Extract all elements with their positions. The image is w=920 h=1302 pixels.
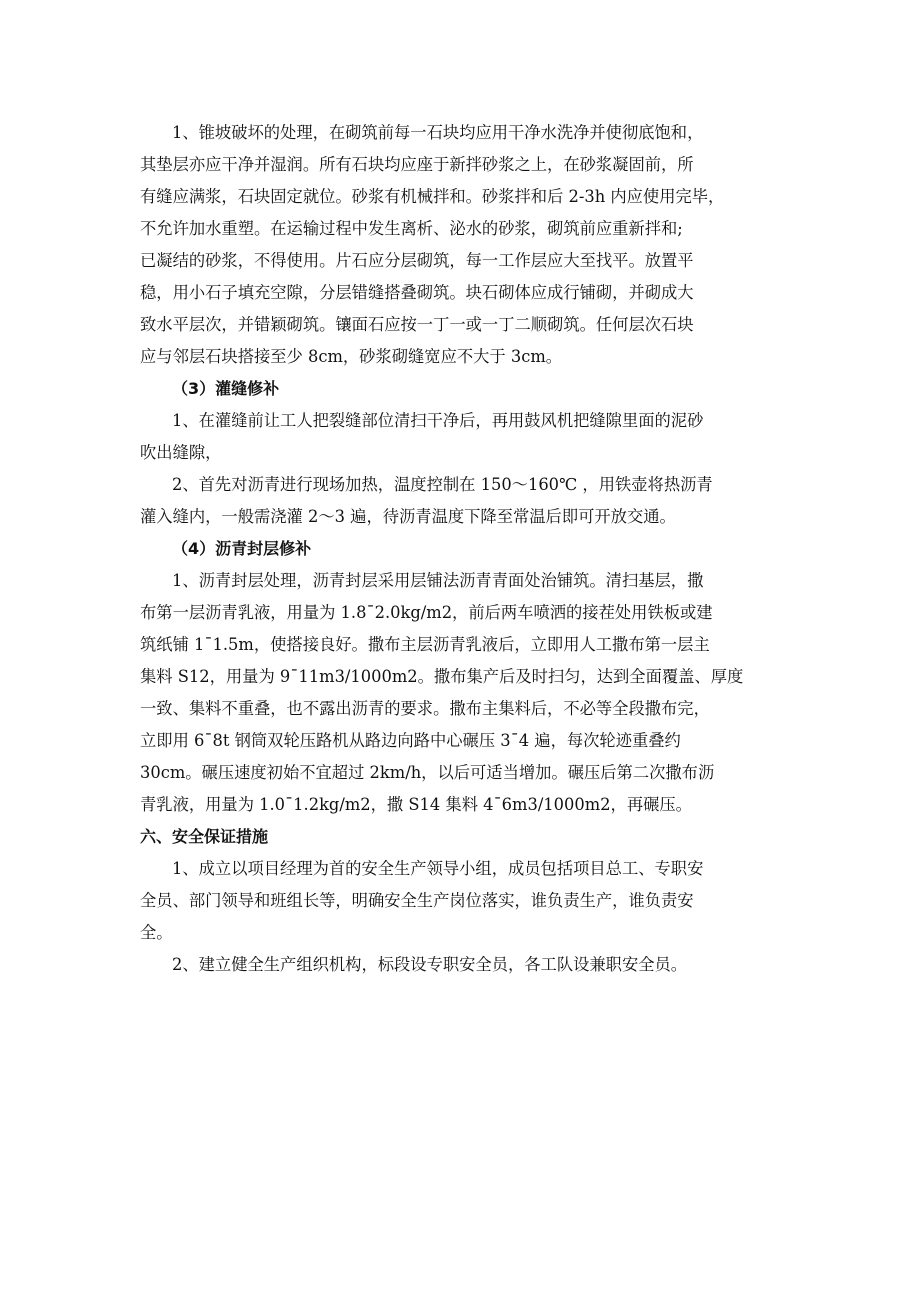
text-line: 青乳液，用量为 1.0¯1.2kg/m2，撒 S14 集料 4¯6m3/1000m2，再碾压。 <box>140 795 692 814</box>
text-line: 吹出缝隙， <box>140 443 222 462</box>
paragraph-safety-team <box>140 853 788 949</box>
text-line: 有缝应满浆，石块固定就位。砂浆有机械拌和。砂浆拌和后 2-3h 内应使用完毕， <box>140 187 725 206</box>
heading-crack-filling: （3）灌缝修补 <box>172 379 280 398</box>
text-line: 1、锥坡破坏的处理，在砌筑前每一石块均应用干净水洗净并使彻底饱和， <box>172 123 704 142</box>
text-line: 一致、集料不重叠，也不露出沥青的要求。撒布主集料后，不必等全段撒布完， <box>140 699 710 718</box>
text-line: 致水平层次，并错颖砌筑。镶面石应按一丁一或一丁二顺砌筑。任何层次石块 <box>140 315 694 334</box>
paragraph-safety-organization <box>140 949 788 981</box>
paragraph-seal-treatment <box>140 565 788 821</box>
text-line: 全。 <box>140 923 173 942</box>
text-line: 灌入缝内，一般需浇灌 2～3 遍，待沥青温度下降至常温后即可开放交通。 <box>140 507 676 526</box>
text-line: 筑纸铺 1¯1.5m，使搭接良好。撒布主层沥青乳液后，立即用人工撒布第一层主 <box>140 635 710 654</box>
text-line: 1、在灌缝前让工人把裂缝部位清扫干净后，再用鼓风机把缝隙里面的泥砂 <box>172 411 704 430</box>
paragraph-asphalt-heating <box>140 469 788 533</box>
text-line: 30cm。碾压速度初始不宜超过 2km/h，以后可适当增加。碾压后第二次撒布沥 <box>140 763 715 782</box>
text-line: 1、沥青封层处理，沥青封层采用层铺法沥青青面处治铺筑。清扫基层，撒 <box>172 571 704 590</box>
text-line: 2、建立健全生产组织机构，标段设专职安全员，各工队设兼职安全员。 <box>172 955 688 974</box>
text-line: 布第一层沥青乳液，用量为 1.8¯2.0kg/m2，前后两车喷洒的接茬处用铁板或建 <box>140 603 713 622</box>
text-line: 立即用 6¯8t 钢筒双轮压路机从路边向路中心碾压 3¯4 遍，每次轮迹重叠约 <box>140 731 681 750</box>
document-page <box>140 117 788 981</box>
text-line: 已凝结的砂浆，不得使用。片石应分层砌筑，每一工作层应大至找平。放置平 <box>140 251 694 270</box>
text-line: 不允许加水重塑。在运输过程中发生离析、泌水的砂浆，砌筑前应重新拌和; <box>140 219 683 238</box>
text-line: 全员、部门领导和班组长等，明确安全生产岗位落实，谁负责生产，谁负责安 <box>140 891 694 910</box>
paragraph-cone-slope-repair <box>140 117 788 373</box>
text-line: 稳，用小石子填充空隙，分层错缝搭叠砌筑。块石砌体应成行铺砌，并砌成大 <box>140 283 694 302</box>
text-line: 集料 S12，用量为 9¯11m3/1000m2。撒布集产后及时扫匀，达到全面覆盖、厚度 <box>140 667 744 686</box>
text-line: 1、成立以项目经理为首的安全生产领导小组，成员包括项目总工、专职安 <box>172 859 704 878</box>
text-line: 应与邻层石块搭接至少 8cm，砂浆砌缝宽应不大于 3cm。 <box>140 347 563 366</box>
text-line: 2、首先对沥青进行现场加热，温度控制在 150～160℃ ，用铁壶将热沥青 <box>172 475 713 494</box>
text-line: 其垫层亦应干净并湿润。所有石块均应座于新拌砂浆之上，在砂浆凝固前，所 <box>140 155 694 174</box>
heading-safety-measures: 六、安全保证措施 <box>140 827 269 846</box>
paragraph-crack-cleaning <box>140 405 788 469</box>
heading-asphalt-seal: （4）沥青封层修补 <box>172 539 312 558</box>
